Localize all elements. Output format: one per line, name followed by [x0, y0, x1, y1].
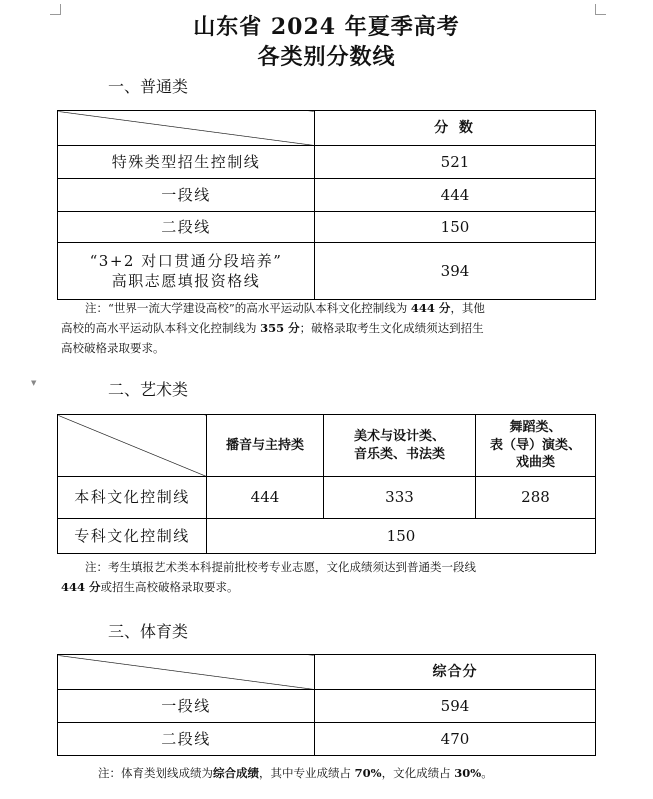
section-heading-art: 二、艺术类 [108, 380, 189, 399]
column-header-score: 分 数 [315, 111, 596, 146]
table-row [58, 690, 596, 723]
row-score: 333 [324, 477, 476, 519]
column-header-composite: 综合分 [315, 655, 596, 690]
row-label: 专科文化控制线 [58, 519, 207, 554]
table-row [58, 146, 596, 179]
table-row [58, 519, 596, 554]
column-header-dance: 舞蹈类、 表（导）演类、 戏曲类 [476, 415, 596, 477]
row-score: 150 [315, 212, 596, 243]
page-title: 山东省 2024 年夏季高考 [193, 14, 460, 40]
diagonal-header-cell [58, 111, 315, 146]
sports-score-table [57, 654, 596, 756]
table-row [58, 212, 596, 243]
row-label: 一段线 [58, 690, 315, 723]
table-header-row [58, 111, 596, 146]
row-label [58, 243, 315, 300]
row-score: 444 [315, 179, 596, 212]
art-score-table [57, 414, 596, 554]
row-label: 一段线 [58, 179, 315, 212]
section-heading-sports: 三、体育类 [108, 622, 189, 641]
page-subtitle: 各类别分数线 [257, 44, 396, 70]
note-line: 高校的高水平运动队本科文化控制线为 355 分；破格录取考生文化成绩须达到招生 [61, 321, 484, 335]
art-note [61, 557, 605, 597]
section-heading-general: 一、普通类 [108, 77, 189, 96]
general-note [61, 298, 605, 358]
diagonal-header-cell [58, 415, 207, 477]
row-label: 二段线 [58, 212, 315, 243]
column-header-broadcasting: 播音与主持类 [207, 415, 324, 477]
note-line: 注：考生填报艺术类本科提前批校考专业志愿，文化成绩须达到普通类一段线 [85, 560, 476, 574]
table-row [58, 477, 596, 519]
sports-note: 注：体育类划线成绩为综合成绩，其中专业成绩占 70%，文化成绩占 30%。 [98, 766, 493, 780]
row-score: 521 [315, 146, 596, 179]
row-score: 594 [315, 690, 596, 723]
general-score-table [57, 110, 596, 300]
row-score: 150 [207, 519, 596, 554]
column-header-fine-arts: 美术与设计类、 音乐类、书法类 [324, 415, 476, 477]
row-score: 470 [315, 723, 596, 756]
table-row [58, 243, 596, 300]
row-label-line2: 高职志愿填报资格线 [111, 272, 261, 290]
note-line: 高校破格录取要求。 [61, 341, 165, 355]
table-row [58, 723, 596, 756]
diagonal-header-cell [58, 655, 315, 690]
collapse-marker-icon: ▼ [31, 379, 37, 387]
note-line: 444 分或招生高校破格录取要求。 [61, 580, 239, 594]
note-line: 注：“世界一流大学建设高校”的高水平运动队本科文化控制线为 444 分，其他 [85, 301, 485, 315]
table-row [58, 179, 596, 212]
row-label-line1: “3+2 对口贯通分段培养” [89, 251, 283, 270]
row-score: 444 [207, 477, 324, 519]
row-label: 本科文化控制线 [58, 477, 207, 519]
row-score: 288 [476, 477, 596, 519]
table-header-row [58, 655, 596, 690]
table-header-row [58, 415, 596, 477]
row-label: 二段线 [58, 723, 315, 756]
row-label: 特殊类型招生控制线 [58, 146, 315, 179]
row-score: 394 [315, 243, 596, 300]
